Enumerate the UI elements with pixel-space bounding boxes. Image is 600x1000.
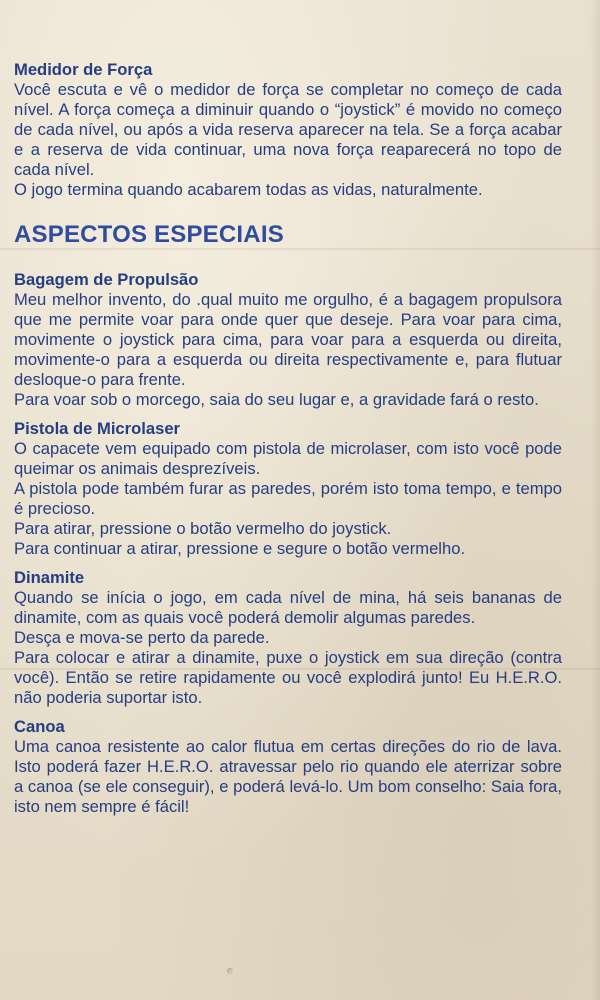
page-edge-shadow	[590, 0, 600, 1000]
pistola-paragraph: Para atirar, pressione o botão vermelho do joystick.	[14, 519, 392, 538]
pistola-paragraph: O capacete vem equipado com pistola de microlaser, com isto você pode queimar os animais desprezíveis.	[14, 439, 562, 478]
medidor-paragraph: Você escuta e vê o medidor de força se completar no começo de cada nível. A força começa a diminuir quando o “joystick” é movido no começo de cada nível, ou após a vida reserva aparecer na tela. Se a força acabar e a reserva de vida continuar, uma nova força reaparecerá no topo de cada nível.	[14, 80, 562, 179]
canoa-paragraph: Uma canoa resistente ao calor flutua em certas direções do rio de lava. Isto poderá fazer H.E.R.O. atravessar pelo rio quando ele aterrizar sobre a canoa (se ele conseguir), e poderá levá-lo. Um bom conselho: Saia fora, isto nem sempre é fácil!	[14, 737, 562, 816]
medidor-paragraph: O jogo termina quando acabarem todas as vidas, naturalmente.	[14, 180, 483, 199]
pistola-heading: Pistola de Microlaser	[14, 419, 181, 438]
bagagem-paragraph: Meu melhor invento, do .qual muito me orgulho, é a bagagem propulsora que me permite voar para onde quer que deseje. Para voar para cima, movimente o joystick para cima, para voar para a esquerda ou direita, movimente-o para a esquerda ou direita respectivamente e, para flutuar desloque-o para frente.	[14, 290, 562, 389]
pistola-paragraph: Para continuar a atirar, pressione e segure o botão vermelho.	[14, 539, 466, 558]
medidor-heading: Medidor de Força	[14, 60, 153, 79]
section-canoa	[14, 717, 562, 817]
page-content	[14, 60, 562, 817]
section-dinamite	[14, 568, 562, 708]
section-bagagem	[14, 270, 562, 410]
bagagem-paragraph: Para voar sob o morcego, saia do seu lugar e, a gravidade fará o resto.	[14, 390, 539, 409]
section-medidor	[14, 60, 562, 200]
dinamite-paragraph: Para colocar e atirar a dinamite, puxe o joystick em sua direção (contra você). Então se retire rapidamente ou você explodirá junto! Eu H.E.R.O. não poderia suportar isto.	[14, 648, 562, 707]
section-title: ASPECTOS ESPECIAIS	[14, 221, 284, 248]
dinamite-paragraph: Desça e mova-se perto da parede.	[14, 628, 270, 647]
paper-speck	[227, 968, 233, 974]
section-pistola	[14, 419, 562, 559]
bagagem-heading: Bagagem de Propulsão	[14, 270, 199, 289]
canoa-heading: Canoa	[14, 717, 65, 736]
pistola-paragraph: A pistola pode também furar as paredes, porém isto toma tempo, e tempo é precioso.	[14, 479, 562, 518]
dinamite-heading: Dinamite	[14, 568, 85, 587]
dinamite-paragraph: Quando se inícia o jogo, em cada nível de mina, há seis bananas de dinamite, com as quais você poderá demolir algumas paredes.	[14, 588, 562, 627]
